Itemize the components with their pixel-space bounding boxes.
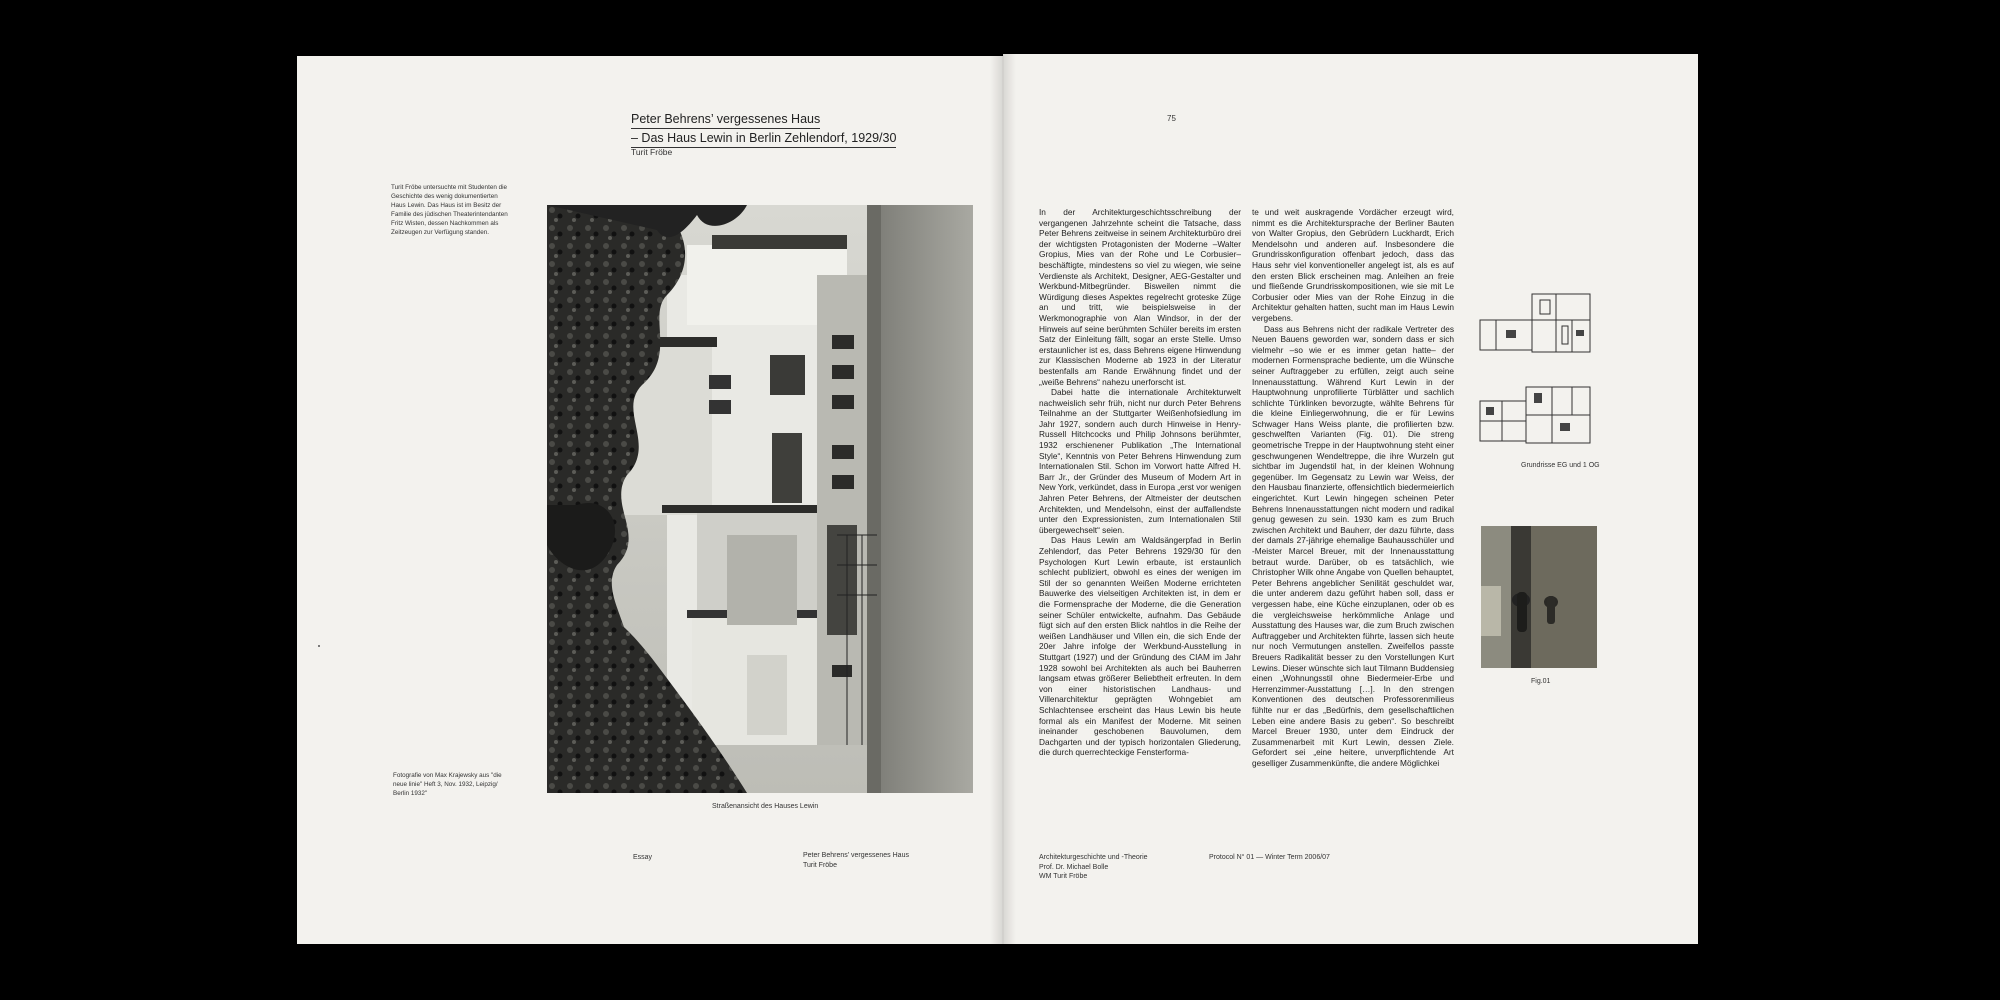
page-number: 75	[1167, 114, 1176, 123]
title-line-2: – Das Haus Lewin in Berlin Zehlendorf, 1929/30	[631, 130, 896, 148]
house-photo-drawing	[547, 205, 973, 793]
title-line-1: Peter Behrens’ vergessenes Haus	[631, 111, 820, 129]
text-column-2	[1252, 207, 1454, 807]
page-speck	[318, 645, 320, 647]
footer-left-section: Essay	[633, 854, 653, 861]
article-title	[631, 111, 896, 149]
plan-caption: Grundrisse EG und 1 OG	[1521, 462, 1600, 469]
photo-caption: Straßenansicht des Hauses Lewin	[712, 803, 819, 810]
col2-paragraph: Dass aus Behrens nicht der radikale Vertreter des Neuen Bauens geworden war, sondern dass er sich vielmehr –so wie er es immer getan hatte– der modernen Formensprache bediente, um die Wünsche seiner Auftraggeber zu erfüllen, zeigt auch seine Innenausstattung. Während Kurt Lewin in der Hauptwohnung unprofilierte Türblätter und sachlich schlichte Türklinken bevorzugte, wählte Behrens für die kleine Einliegerwohnung, die er für Lewins Schwager Hans Weiss plante, die profilierten bzw. geschwelften Varianten (Fig. 01). Die streng geometrische Treppe in der Hauptwohnung steht einer geschwungenen Wendeltreppe, die ihre Wurzeln gut sichtbar im Jugendstil hat, in der kleinen Wohnung gegenüber. Im Gegensatz zu Lewin war Weiss, der den Hausbau finanzierte, offensichtlich biedermeierlich eingerichtet. Kurt Lewin hingegen scheinen Peter Behrens Innenausstattungen nicht modern und radikal genug gewesen zu sein. 1930 kam es zum Bruch zwischen Architekt und Bauherr, der dazu führte, dass der damals 27-jährige ehemalige Bauhausschüler und -Meister Marcel Breuer, mit der Innenausstattung betraut wurde. Darüber, ob es tatsächlich, wie Christopher Wilk ohne Angabe von Quellen behauptet, Peter Behrens angeblicher Senilität geschuldet war, die unter anderem dazu geführt haben soll, dass er vergessen habe, eine Küche einzuplanen, oder ob es die vergleichsweise herkömmliche Anlage und Ausstattung des Hauses war, die zum Bruch zwischen Auftraggeber und Architekten führte, lassen sich heute nur noch Vermutungen anstellen. Zweifellos passte Breuers Radikalität besser zu den Vorstellungen Kurt Lewins. Dieser wünschte sich laut Tilmann Buddensieg einen „Wohnungsstil ohne Biedermeier-Erbe und Herrenzimmer-Ausstattung […]. In den strengen Konventionen des deutschen Professorenmilieus fühlte nur er das „Bedürfnis, dem gesellschaftlichen Leben eine andere Basis zu geben“. So beschreibt Marcel Breuer 1930, unter dem Eindruck der Zusammenarbeit mit Kurt Lewin, dessen Ziele. Gefordert sei „eine heitere, unverpflichtende Art geselliger Zusammenkünfte, die andere Möglichkei	[1252, 323, 1454, 768]
col2-paragraph: te und weit auskragende Vordächer erzeugt wird, nimmt es die Architektursprache der Berliner Bauten von Walter Gropius, den Gebrüdern Luckhardt, Erich Mendelsohn und anderen auf. Insbesondere die Grundrisskonfiguration offenbart jedoch, dass das Haus sehr viel konventioneller angelegt ist, als es auf den ersten Blick erscheinen mag. Anleihen an freie und fließende Grundrisskompositionen, wie sie mit Le Corbusier oder Mies van der Rohe Einzug in die Architektur gehalten hatten, sucht man im Haus Lewin vergebens.	[1252, 207, 1454, 323]
footer-right-protocol: Protocol N° 01 — Winter Term 2006/07	[1209, 854, 1330, 861]
sidenote-bottom: Fotografie von Max Krajewsky aus "die neue linie" Heft 3, Nov. 1932, Leipzig/ Berlin 1932"	[393, 772, 502, 797]
floor-plan-ground-drawing	[1476, 290, 1596, 360]
footer-running-title-line-2: Turit Fröbe	[803, 861, 837, 869]
col1-paragraph: Das Haus Lewin am Waldsängerpfad in Berlin Zehlendorf, das Peter Behrens 1929/30 für den Psychologen Kurt Lewin erbaute, ist erstaunlich schlecht publiziert, obwohl es eines der wenigen im Stil der so genannten Weißen Moderne errichteten Bauwerke des vielseitigen Architekten ist, in dem er die Formensprache der Moderne, die die Generation seiner Schüler entwickelte, aufnahm. Das Gebäude fügt sich auf den ersten Blick nahtlos in die Reihe der weißen Landhäuser und Villen ein, die sich Ende der 20er Jahre infolge der Werkbund-Ausstellung in Stuttgart (1927) und der Gründung des CIAM im Jahr 1928 sowohl bei Architekten als auch bei Bauherren langsam etwas größerer Beliebtheit erfreuten. In dem von einer historistischen Landhaus- und Villenarchitektur geprägten Wohngebiet am Schlachtensee erscheint das Haus Lewin bis heute formal als ein Manifest der Moderne. Mit seinen ineinander geschobenen Bauvolumen, dem Dachgarten und der typisch horizontalen Gliederung, die durch querrechteckige Fensterforma-	[1039, 535, 1241, 758]
col1-paragraph: Dabei hatte die internationale Architekturwelt nachweislich sehr früh, nicht nur durch Peter Behrens Teilnahme an der Stuttgarter Weißenhofsiedlung im Jahr 1927, sondern auch durch Hinweise in Henry-Russell Hitchcocks und Philip Johnsons berühmter, 1932 erschienener Publikation „The International Style“, Kenntnis von Peter Behrens Hinwendung zum Internationalen Stil. Schon im Vorwort hatte Alfred H. Barr Jr., der Gründer des Museum of Modern Art in New York, verkündet, dass in Europa „erst vor wenigen Jahren Peter Behrens, der Altmeister der deutschen Architekten, und Mendelsohn, einst der auffallendste unter den Expressionisten, zum Internationalen Stil übergewechselt“ seien.	[1039, 387, 1241, 535]
fig-caption: Fig.01	[1531, 678, 1551, 685]
door-handle-photo-drawing	[1481, 526, 1597, 668]
footer-department-line-3: WM Turit Fröbe	[1039, 873, 1088, 880]
footer-right-department	[1039, 853, 1148, 882]
book-gutter	[990, 54, 1016, 944]
footer-running-title-line-1: Peter Behrens’ vergessenes Haus	[803, 852, 909, 859]
text-column-1	[1039, 207, 1241, 807]
floor-plan-upper	[1476, 381, 1596, 451]
footer-department-line-1: Architekturgeschichte und -Theorie	[1039, 854, 1148, 861]
floor-plan-upper-drawing	[1476, 381, 1596, 451]
door-handle-photo	[1481, 526, 1597, 668]
floor-plan-ground	[1476, 290, 1596, 360]
footer-left-running-title	[803, 851, 909, 870]
footer-department-line-2: Prof. Dr. Michael Bolle	[1039, 863, 1109, 871]
article-author: Turit Fröbe	[631, 147, 673, 157]
col1-paragraph: In der Architekturgeschichtsschreibung der vergangenen Jahrzehnte scheint die Tatsache, dass Peter Behrens zeitweise in seinem Architekturbüro drei der wichtigsten Protagonisten der Moderne –Walter Gropius, Mies van der Rohe und Le Corbusier– beschäftigte, mindestens so viel zu wiegen, wie seine Verdienste als Architekt, Designer, AEG-Gestalter und Werkbund-Mitbegründer. Bisweilen nimmt die Würdigung dieses Aspektes regelrecht groteske Züge an und tritt, wie beispielsweise in der Werkmonographie von Alan Windsor, in der der Hinweis auf seine berühmten Schüler bereits im ersten Satz der Einleitung fällt, sogar an erste Stelle. Umso erstaunlicher ist es, dass Behrens eigene Hinwendung zur Klassischen Moderne ab 1923 in der Literatur bestenfalls am Rande Erwähnung findet und der „weiße Behrens“ nahezu unerforscht ist.	[1039, 207, 1241, 387]
sidenote-top: Turit Fröbe untersuchte mit Studenten die Geschichte des wenig dokumentierten Haus Lewin. Das Haus ist im Besitz der Familie des jüdischen Theaterintendanten Fritz Wisten, dessen Nachkommen als Zeitzeugen zur Verfügung standen.	[391, 184, 508, 236]
house-photograph	[547, 205, 973, 793]
